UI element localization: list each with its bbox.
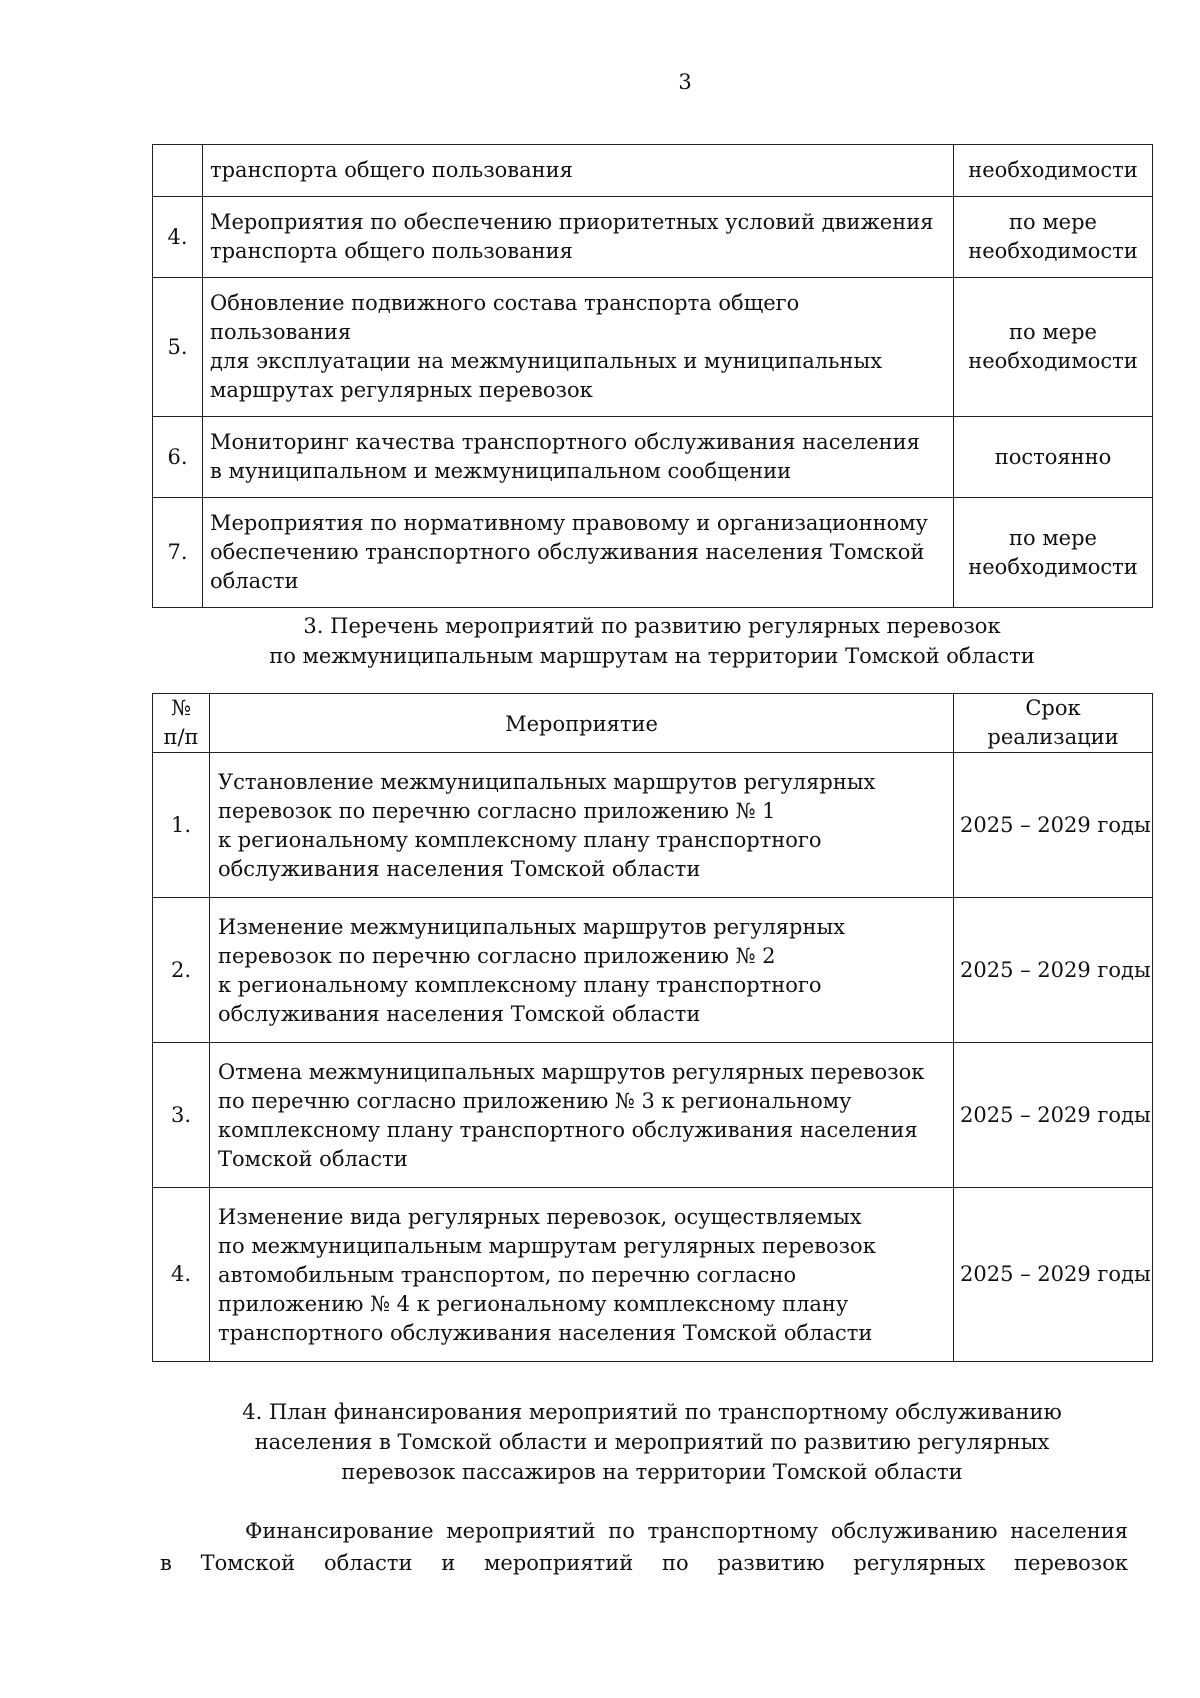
- row-number: 1.: [153, 753, 210, 898]
- term-cell: 2025 – 2029 годы: [954, 1188, 1153, 1362]
- heading-line: по межмуниципальным маршрутам на территории Томской области: [269, 644, 1035, 668]
- table-header-row: [153, 694, 1153, 753]
- table-row: [153, 753, 1153, 898]
- activity-line: к региональному комплексному плану транспортного: [218, 828, 822, 852]
- activity-line: перевозок по перечню согласно приложению № 1: [218, 799, 776, 823]
- activity-line: обеспечению транспортного обслуживания населения Томской: [210, 540, 925, 564]
- table-row: [153, 145, 1153, 197]
- table-row: [153, 278, 1153, 417]
- activity-line: транспортного обслуживания населения Томской области: [218, 1321, 873, 1345]
- term-line: необходимости: [968, 349, 1138, 373]
- activity-cell: [203, 498, 954, 608]
- activity-line: транспорта общего пользования: [210, 158, 573, 182]
- activity-cell: [203, 197, 954, 278]
- row-number: 3.: [153, 1043, 210, 1188]
- term-cell: 2025 – 2029 годы: [954, 1043, 1153, 1188]
- activity-line: приложению № 4 к региональному комплексному плану: [218, 1292, 849, 1316]
- activity-line: комплексному плану транспортного обслуживания населения: [218, 1118, 918, 1142]
- activity-cell: [203, 417, 954, 498]
- term-cell: [954, 278, 1153, 417]
- table-row: [153, 197, 1153, 278]
- activity-line: обслуживания населения Томской области: [218, 1002, 701, 1026]
- activity-line: перевозок по перечню согласно приложению № 2: [218, 944, 776, 968]
- financing-paragraph: [160, 1515, 1128, 1579]
- header-line: п/п: [163, 725, 199, 749]
- term-line: необходимости: [968, 239, 1138, 263]
- row-number: 6.: [153, 417, 203, 498]
- heading-line: перевозок пассажиров на территории Томской области: [341, 1460, 963, 1484]
- activity-cell: [210, 1188, 954, 1362]
- term-line: по мере: [1009, 320, 1097, 344]
- paragraph-line: Финансирование мероприятий по транспортному обслуживанию населения: [245, 1519, 1128, 1543]
- activity-line: Мониторинг качества транспортного обслуживания населения: [210, 430, 920, 454]
- activity-line: по межмуниципальным маршрутам регулярных перевозок: [218, 1234, 876, 1258]
- activity-line: Томской области: [218, 1147, 408, 1171]
- term-cell: 2025 – 2029 годы: [954, 753, 1153, 898]
- heading-line: 3. Перечень мероприятий по развитию регулярных перевозок: [303, 614, 1001, 638]
- term-cell: 2025 – 2029 годы: [954, 898, 1153, 1043]
- row-number: [153, 145, 203, 197]
- activity-line: к региональному комплексному плану транспортного: [218, 973, 822, 997]
- activity-line: обслуживания населения Томской области: [218, 857, 701, 881]
- activity-line: Установление межмуниципальных маршрутов регулярных: [218, 770, 876, 794]
- table-intermunicipal-routes: [152, 693, 1153, 1362]
- section-3-heading: [152, 611, 1152, 671]
- activity-line: в муниципальном и межмуниципальном сообщении: [210, 459, 792, 483]
- heading-line: 4. План финансирования мероприятий по транспортному обслуживанию: [242, 1400, 1062, 1424]
- row-number: 4.: [153, 197, 203, 278]
- header-line: Срок: [1025, 696, 1081, 720]
- activity-line: для эксплуатации на межмуниципальных и муниципальных: [210, 349, 883, 373]
- header-activity: Мероприятие: [210, 694, 954, 753]
- row-number: 2.: [153, 898, 210, 1043]
- activity-line: Мероприятия по нормативному правовому и организационному: [210, 511, 928, 535]
- heading-line: населения в Томской области и мероприятий по развитию регулярных: [254, 1430, 1050, 1454]
- activity-cell: [203, 145, 954, 197]
- activity-line: по перечню согласно приложению № 3 к региональному: [218, 1089, 852, 1113]
- term-cell: [954, 197, 1153, 278]
- table-row: [153, 1043, 1153, 1188]
- activity-cell: [210, 898, 954, 1043]
- page-number: 3: [678, 70, 692, 94]
- term-line: необходимости: [968, 158, 1138, 182]
- activity-line: области: [210, 569, 299, 593]
- paragraph-line: в Томской области и мероприятий по развитию регулярных перевозок: [160, 1551, 1128, 1575]
- table-row: [153, 898, 1153, 1043]
- header-number: [153, 694, 210, 753]
- table-row: [153, 417, 1153, 498]
- activity-cell: [203, 278, 954, 417]
- activity-line: Обновление подвижного состава транспорта общего пользования: [210, 291, 800, 344]
- activity-line: Мероприятия по обеспечению приоритетных условий движения: [210, 210, 934, 234]
- term-cell: [954, 498, 1153, 608]
- table-row: [153, 498, 1153, 608]
- term-cell: [954, 417, 1153, 498]
- row-number: 7.: [153, 498, 203, 608]
- row-number: 4.: [153, 1188, 210, 1362]
- activity-line: Изменение межмуниципальных маршрутов регулярных: [218, 915, 846, 939]
- activity-line: маршрутах регулярных перевозок: [210, 378, 593, 402]
- section-4-heading: [152, 1397, 1152, 1487]
- activity-line: Изменение вида регулярных перевозок, осуществляемых: [218, 1205, 862, 1229]
- table-activities-continued: [152, 144, 1153, 608]
- term-line: постоянно: [994, 444, 1112, 469]
- header-line: №: [171, 696, 191, 720]
- activity-line: транспорта общего пользования: [210, 239, 573, 263]
- activity-cell: [210, 753, 954, 898]
- term-line: по мере: [1009, 210, 1097, 234]
- term-line: необходимости: [968, 554, 1138, 579]
- activity-cell: [210, 1043, 954, 1188]
- row-number: 5.: [153, 278, 203, 417]
- activity-line: Отмена межмуниципальных маршрутов регулярных перевозок: [218, 1060, 925, 1084]
- header-term: [954, 694, 1153, 753]
- table-row: [153, 1188, 1153, 1362]
- header-line: реализации: [987, 725, 1119, 749]
- term-cell: [954, 145, 1153, 197]
- term-line: по мере: [1009, 525, 1097, 550]
- activity-line: автомобильным транспортом, по перечню согласно: [218, 1263, 797, 1287]
